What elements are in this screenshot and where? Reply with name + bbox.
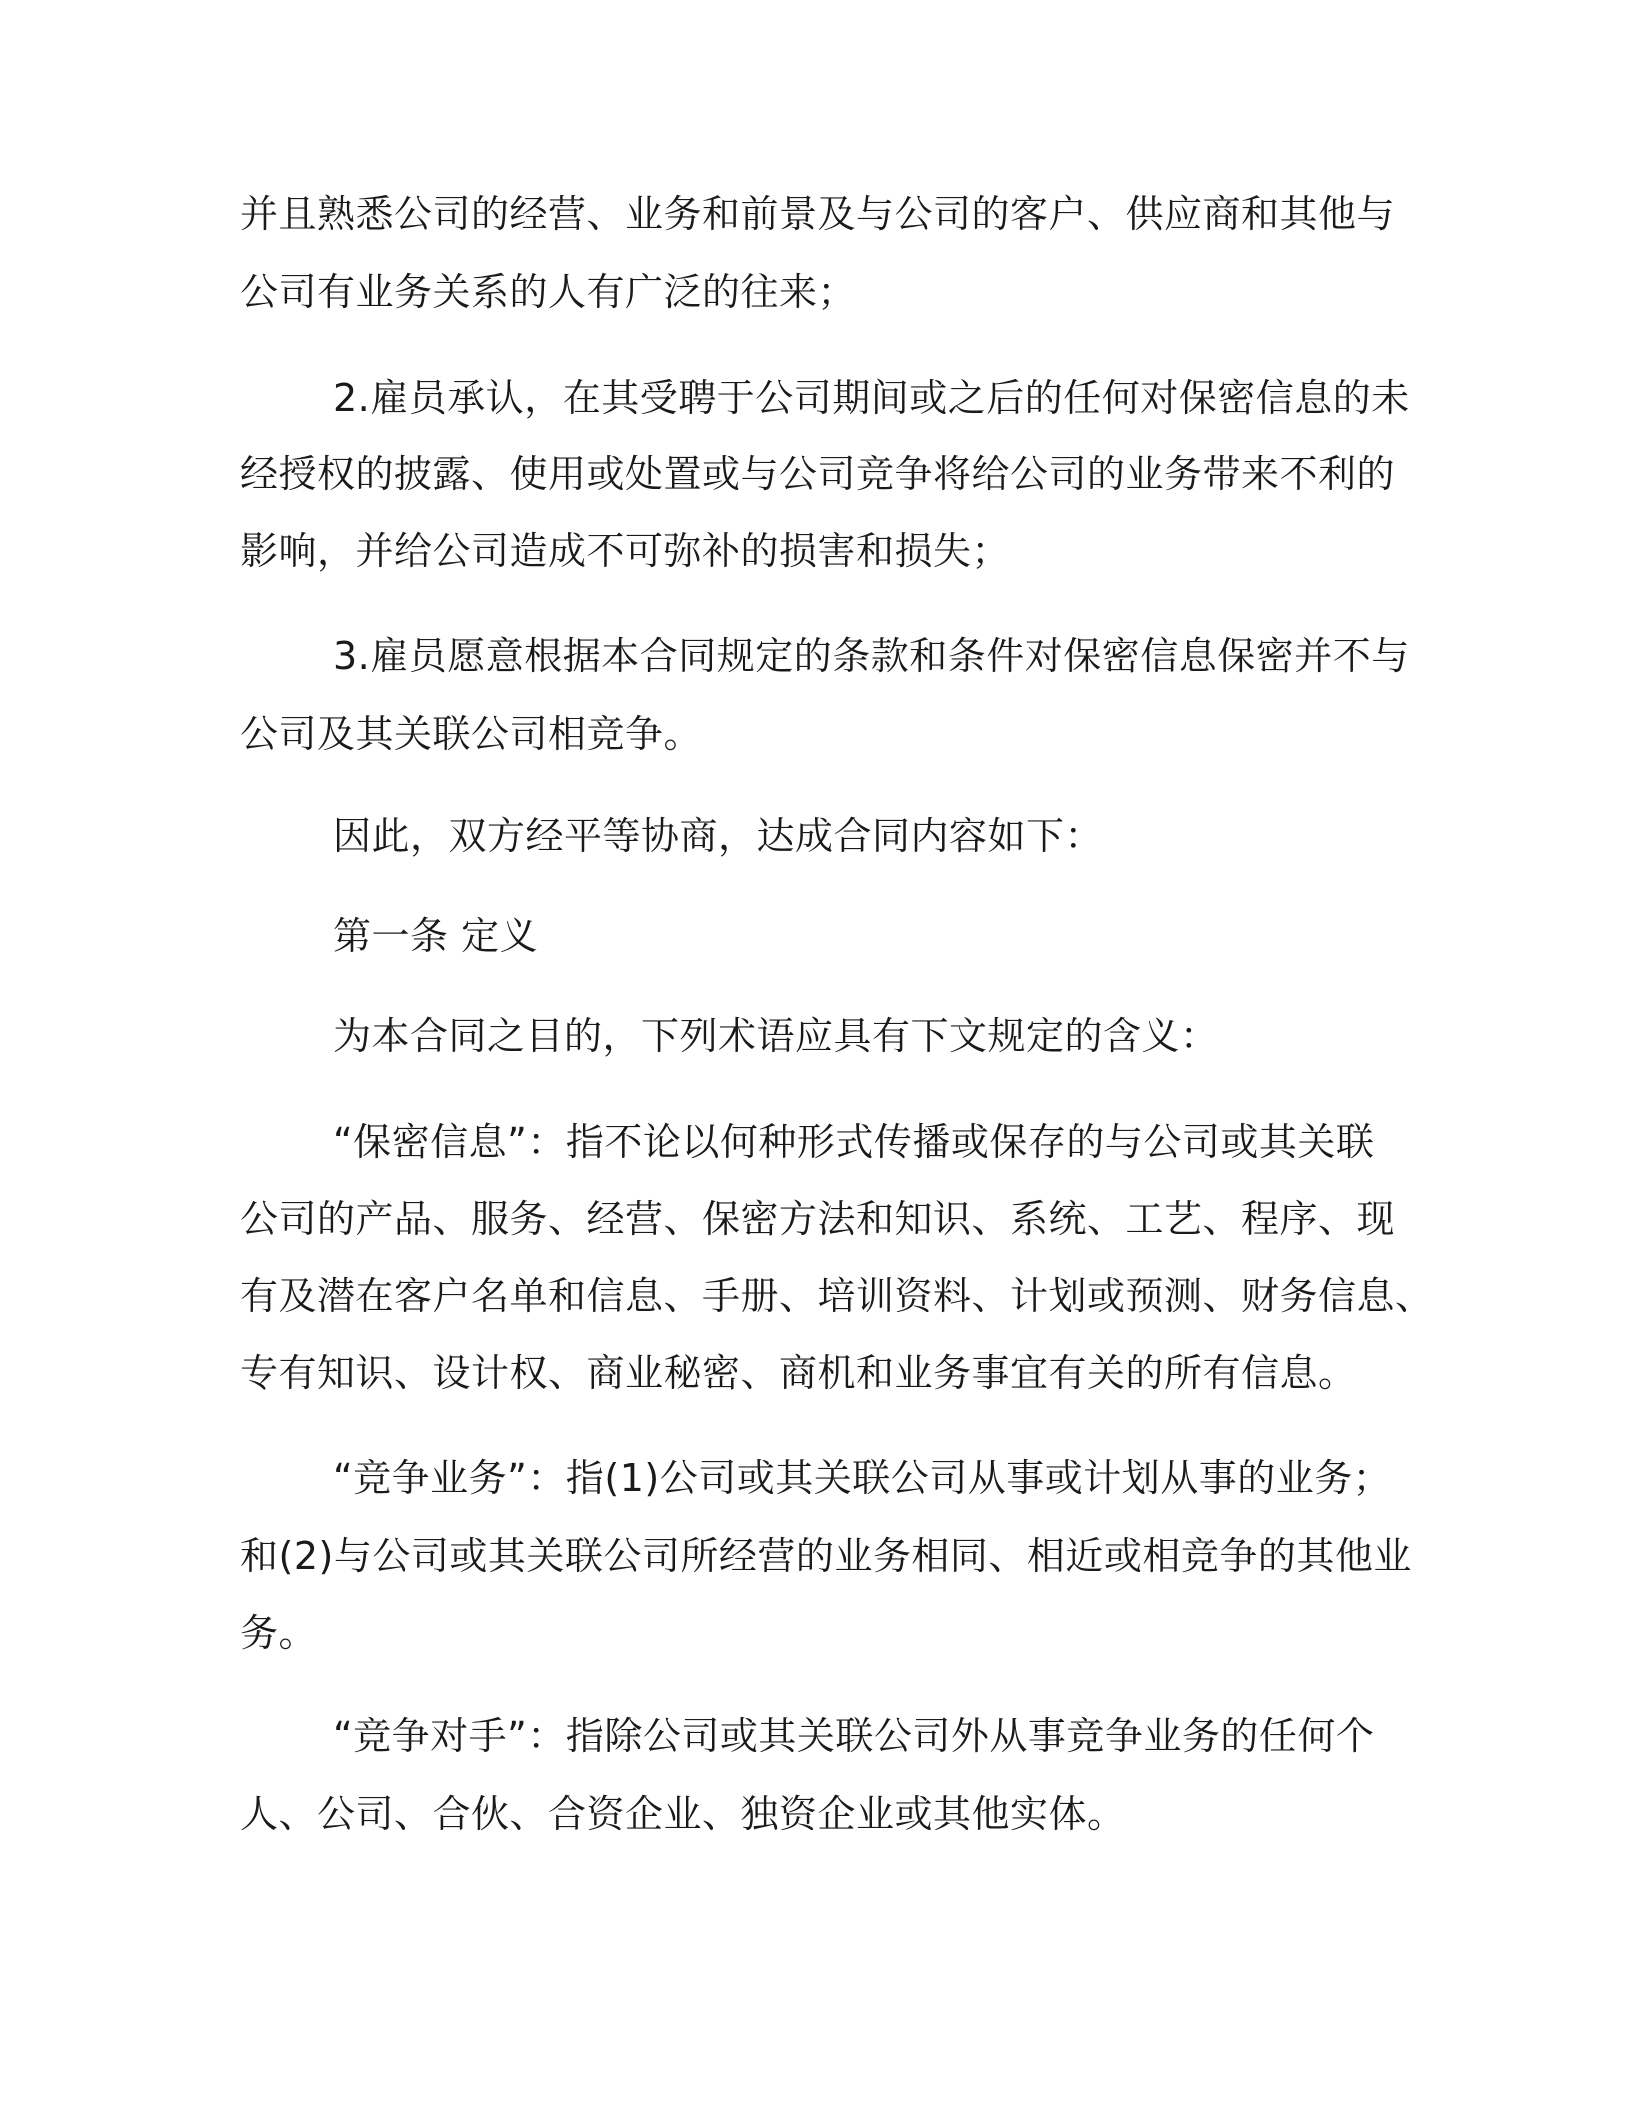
- text-line: 公司有业务关系的人有广泛的往来；: [240, 270, 857, 314]
- text-line: 影响，并给公司造成不可弥补的损害和损失；: [240, 529, 1011, 573]
- text-line: 人、公司、合伙、合资企业、独资企业或其他实体。: [240, 1792, 1126, 1836]
- text-line: 和(2)与公司或其关联公司所经营的业务相同、相近或相竞争的其他业: [240, 1534, 1412, 1578]
- text-line: 因此，双方经平等协商，达成合同内容如下：: [333, 814, 1104, 858]
- text-line: 公司的产品、服务、经营、保密方法和知识、系统、工艺、程序、现: [240, 1197, 1396, 1241]
- text-line: 公司及其关联公司相竞争。: [240, 712, 703, 756]
- text-line: 专有知识、设计权、商业秘密、商机和业务事宜有关的所有信息。: [240, 1351, 1357, 1395]
- text-line: “保密信息”：指不论以何种形式传播或保存的与公司或其关联: [333, 1120, 1375, 1164]
- section-heading: 第一条 定义: [333, 914, 539, 958]
- text-line: “竞争业务”：指(1)公司或其关联公司从事或计划从事的业务；: [333, 1456, 1392, 1500]
- text-line: 经授权的披露、使用或处置或与公司竞争将给公司的业务带来不利的: [240, 452, 1396, 496]
- text-line: 并且熟悉公司的经营、业务和前景及与公司的客户、供应商和其他与: [240, 192, 1396, 236]
- text-line: 务。: [240, 1611, 318, 1655]
- text-line: 为本合同之目的，下列术语应具有下文规定的含义：: [333, 1014, 1219, 1058]
- text-line: 有及潜在客户名单和信息、手册、培训资料、计划或预测、财务信息、: [240, 1274, 1434, 1318]
- text-line: 2.雇员承认，在其受聘于公司期间或之后的任何对保密信息的未: [333, 376, 1410, 420]
- text-line: 3.雇员愿意根据本合同规定的条款和条件对保密信息保密并不与: [333, 634, 1410, 678]
- text-line: “竞争对手”：指除公司或其关联公司外从事竞争业务的任何个: [333, 1714, 1375, 1758]
